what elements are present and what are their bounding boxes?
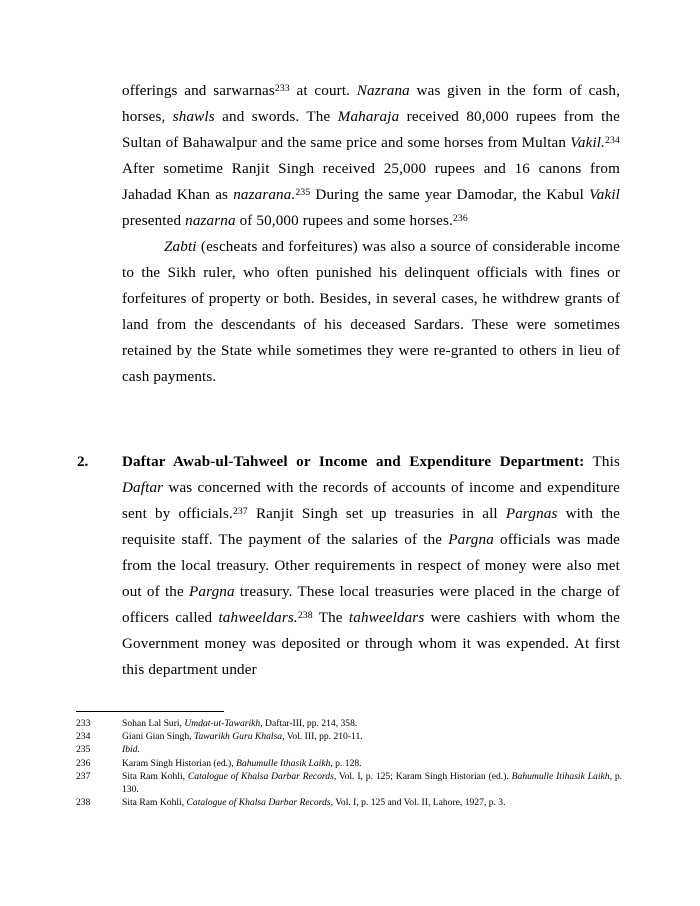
footnote-number: 236 bbox=[76, 757, 91, 769]
footnote-item bbox=[76, 770, 622, 796]
footnote-number: 233 bbox=[76, 718, 91, 729]
footnote-text: Sita Ram Kohli, Catalogue of Khalsa Darbar Records, Vol. I, p. 125; Karam Singh Historian (ed.). Bahumulle Itihasik Laikh, p. 130. bbox=[122, 770, 623, 796]
numbered-section-daftar bbox=[77, 449, 620, 683]
section-body-text: Daftar Awab-ul-Tahweel or Income and Expenditure Department: This Daftar was concerned with the records of accounts of income and expenditure sent by officials.$^{237}$ Ranjit Singh set up treasuries in all Pargnas with the requisite staff. The payment of the salaries of the Pargna officials was made from the local treasury. Other requirements in respect of money were also met out of the Pargna treasury. These local treasuries were placed in the charge of officers called tahweeldars.$^{238}$ The tahweeldars were cashiers with whom the Government money was deposited or through whom it was expended. At first this department under bbox=[122, 454, 621, 678]
section-number: 2. bbox=[77, 454, 89, 470]
footnote-text: Karam Singh Historian (ed.), Bahumulle Ithasik Laikh, p. 128. bbox=[122, 757, 362, 769]
paragraph-zabti: Zabti (escheats and forfeitures) was also a source of considerable income to the Sikh ruler, who often punished his delinquent officials with fines or forfeitures of property or both. Besides, in several cases, he withdrew grants of land from the descendants of his deceased Sardars. These were sometimes retained by the State while sometimes they were re-granted to others in lieu of cash payments. bbox=[122, 239, 620, 385]
footnote-text: Ibid. bbox=[122, 744, 140, 756]
footnote-number: 237 bbox=[76, 770, 91, 782]
footnote-item bbox=[76, 743, 622, 756]
footnote-number: 234 bbox=[76, 731, 91, 743]
footnote-number: 238 bbox=[76, 797, 91, 809]
footnote-separator-rule bbox=[76, 711, 224, 712]
footnote-item bbox=[76, 757, 622, 770]
body-text-block bbox=[122, 78, 620, 390]
footnote-list bbox=[76, 717, 622, 809]
footnote-text: Sita Ram Kohli, Catalogue of Khalsa Darbar Records, Vol. I, p. 125 and Vol. II, Lahore, 1927, p. 3. bbox=[122, 797, 506, 809]
footnote-item bbox=[76, 796, 622, 809]
paragraph-nazrana: offerings and sarwarnas$^{233}$ at court. Nazrana was given in the form of cash, horses, shawls and swords. The Maharaja received 80,000 rupees from the Sultan of Bahawalpur and the same price and some horses from Multan Vakil.$^{234}$ After sometime Ranjit Singh received 25,000 rupees and 16 canons from Jahadad Khan as nazarana.$^{235}$ During the same year Damodar, the Kabul Vakil presented nazarna of 50,000 rupees and some horses.$^{236}$ bbox=[122, 82, 621, 229]
footnote-text: Giani Gian Singh, Tawarikh Guru Khalsa, Vol. III, pp. 210-11. bbox=[122, 731, 363, 743]
footnote-number: 235 bbox=[76, 744, 91, 756]
footnote-item bbox=[76, 730, 622, 743]
footnote-item bbox=[76, 717, 622, 730]
footnote-text: Sohan Lal Suri, Umdat-ut-Tawarikh, Daftar-III, pp. 214, 358. bbox=[122, 718, 358, 729]
